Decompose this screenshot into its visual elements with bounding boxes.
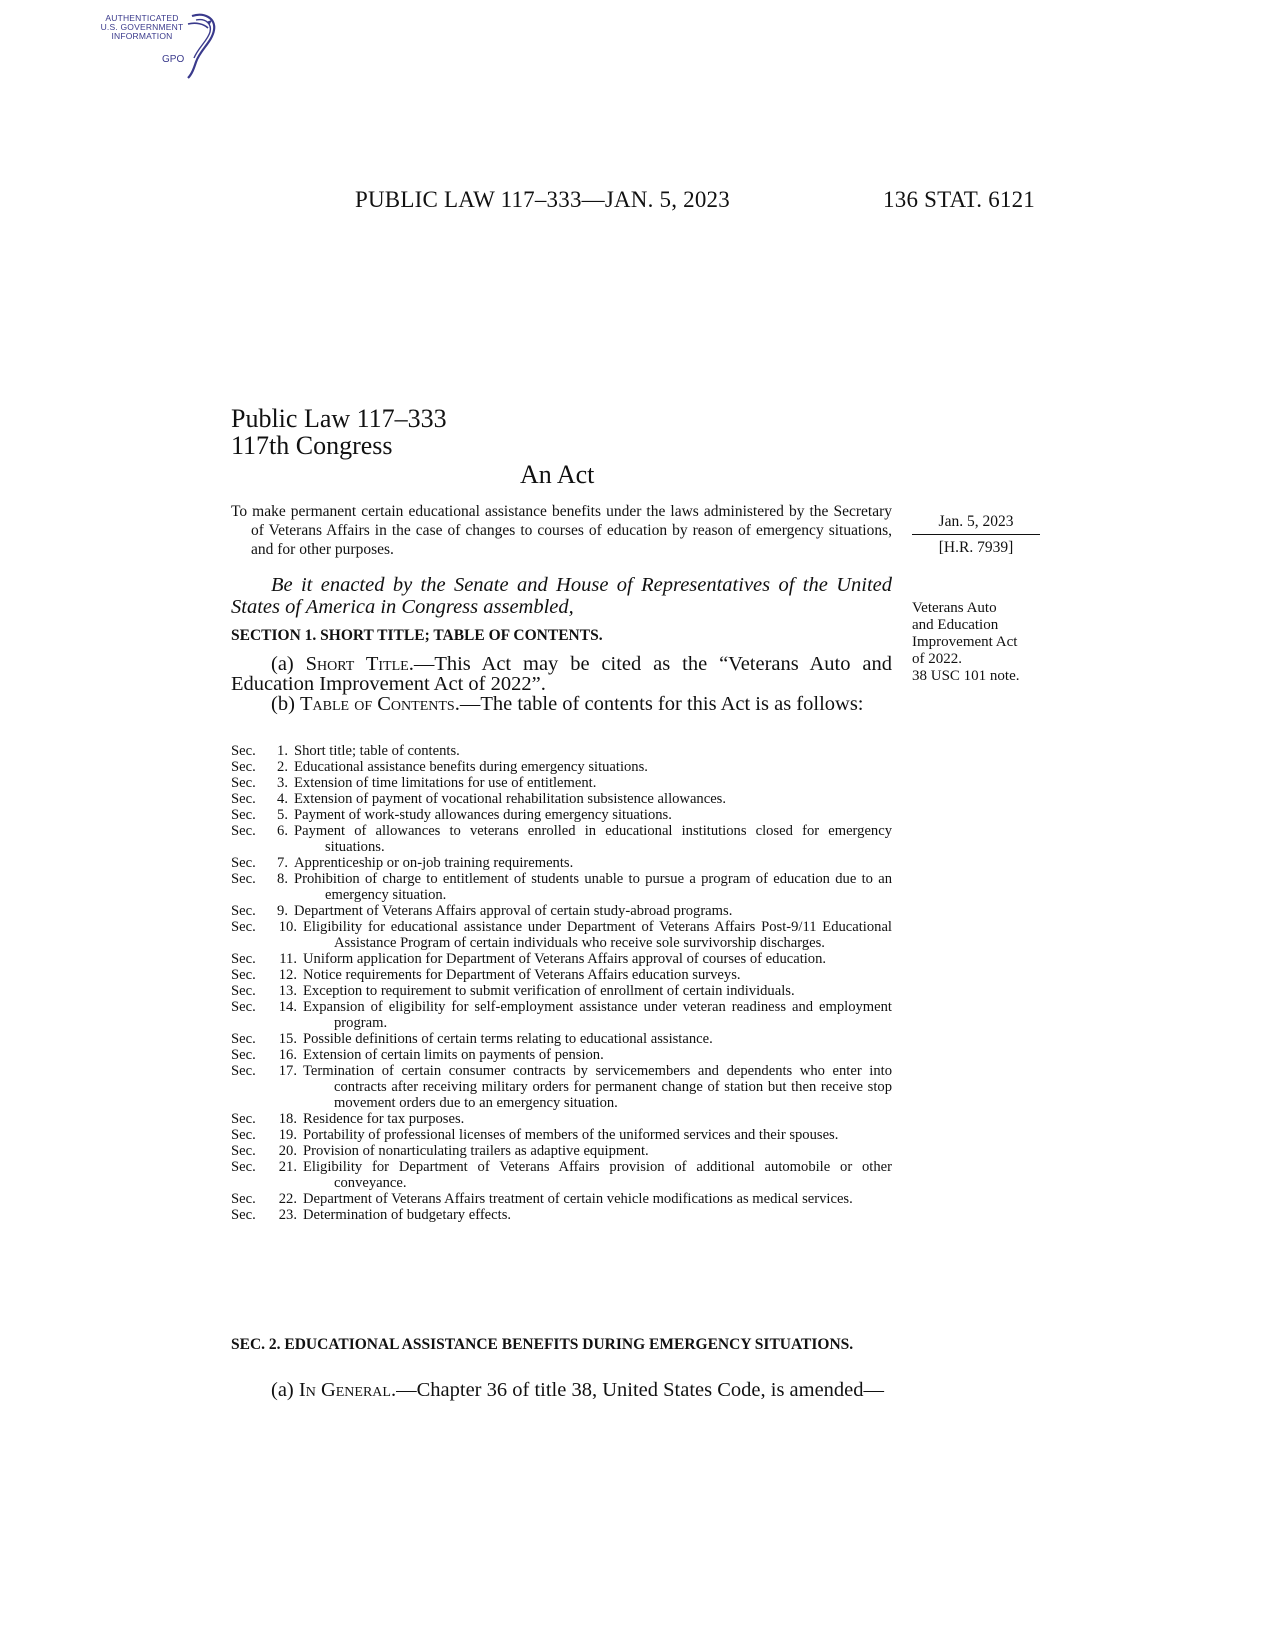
- margin-note-line: of 2022.: [912, 651, 962, 667]
- toc-sec-label: Sec.: [231, 1063, 256, 1079]
- toc-sec-label: Sec.: [231, 967, 256, 983]
- toc-sec-title: Department of Veterans Affairs approval of certain study-abroad programs.: [294, 903, 733, 919]
- toc-sec-label: Sec.: [231, 1207, 256, 1223]
- paragraph-label: (a): [271, 1379, 299, 1401]
- table-of-contents-paragraph: [231, 694, 892, 714]
- toc-sec-number: 20.: [278, 1143, 297, 1159]
- section-2-heading: SEC. 2. EDUCATIONAL ASSISTANCE BENEFITS DURING EMERGENCY SITUATIONS.: [231, 1336, 854, 1353]
- toc-row: [231, 1047, 892, 1063]
- margin-note-line: Improvement Act: [912, 634, 1018, 650]
- margin-note-line: Veterans Auto: [912, 600, 997, 616]
- seal-line-2: U.S. GOVERNMENT: [100, 22, 184, 32]
- toc-sec-title: Extension of certain limits on payments of pension.: [303, 1047, 604, 1063]
- toc-sec-title: Eligibility for educational assistance under Department of Veterans Affairs Post-9/11 Educational Assistance Program of certain individuals who receive sole survivorship discharges.: [303, 919, 892, 951]
- toc-sec-title: Short title; table of contents.: [294, 743, 460, 759]
- toc-sec-label: Sec.: [231, 1031, 256, 1047]
- toc-sec-label: Sec.: [231, 775, 256, 791]
- toc-sec-number: 22.: [278, 1191, 297, 1207]
- toc-row: [231, 983, 892, 999]
- toc-sec-number: 15.: [278, 1031, 297, 1047]
- seal-gpo-mark: GPO: [162, 54, 185, 65]
- toc-row: [231, 807, 892, 823]
- bill-number: [H.R. 7939]: [938, 539, 1014, 556]
- congress: 117th Congress: [231, 431, 393, 460]
- toc-sec-label: Sec.: [231, 1143, 256, 1159]
- toc-row: [231, 919, 892, 951]
- toc-sec-title: Portability of professional licenses of members of the uniformed services and their spouses.: [303, 1127, 839, 1143]
- toc-sec-title: Residence for tax purposes.: [303, 1111, 465, 1127]
- toc-row: [231, 823, 892, 855]
- toc-sec-number: 6.: [277, 823, 288, 839]
- paragraph-caption: Table of Contents: [300, 693, 455, 715]
- toc-sec-number: 9.: [277, 903, 288, 919]
- toc-sec-label: Sec.: [231, 1159, 256, 1175]
- toc-row: [231, 743, 892, 759]
- toc-sec-title: Prohibition of charge to entitlement of students unable to pursue a program of education due to an emergency situation.: [294, 871, 892, 903]
- toc-sec-number: 5.: [277, 807, 288, 823]
- toc-row: [231, 1111, 892, 1127]
- toc-row: [231, 775, 892, 791]
- toc-sec-label: Sec.: [231, 807, 256, 823]
- toc-sec-number: 12.: [278, 967, 297, 983]
- toc-sec-title: Termination of certain consumer contracts by servicemembers and dependents who enter into contracts after receiving military orders for permanent change of station but then receive stop movement orders due to an emergency situation.: [303, 1063, 892, 1111]
- margin-note-line: and Education: [912, 617, 999, 633]
- toc-row: [231, 951, 892, 967]
- toc-sec-title: Extension of payment of vocational rehabilitation subsistence allowances.: [294, 791, 727, 807]
- toc-sec-number: 23.: [278, 1207, 297, 1223]
- paragraph-caption: Short Title: [305, 653, 409, 675]
- margin-note-line: 38 USC 101 note.: [912, 668, 1020, 684]
- toc-sec-label: Sec.: [231, 743, 256, 759]
- toc-sec-title: Payment of allowances to veterans enrolled in educational institutions closed for emergency situations.: [294, 823, 892, 855]
- toc-sec-label: Sec.: [231, 951, 256, 967]
- toc-sec-title: Notice requirements for Department of Veterans Affairs education surveys.: [303, 967, 741, 983]
- toc-row: [231, 903, 892, 919]
- enactment-date: Jan. 5, 2023: [938, 513, 1014, 530]
- paragraph-text: .—The table of contents for this Act is as follows:: [454, 693, 864, 715]
- toc-sec-title: Department of Veterans Affairs treatment of certain vehicle modifications as medical services.: [303, 1191, 853, 1207]
- toc-sec-label: Sec.: [231, 1191, 256, 1207]
- toc-sec-number: 21.: [278, 1159, 297, 1175]
- gpo-seal: [96, 10, 226, 76]
- toc-sec-title: Possible definitions of certain terms relating to educational assistance.: [303, 1031, 713, 1047]
- margin-note: [912, 600, 1052, 685]
- toc-sec-number: 8.: [277, 871, 288, 887]
- toc-row: [231, 1191, 892, 1207]
- toc-sec-number: 11.: [279, 951, 297, 967]
- seal-line-3: INFORMATION: [111, 31, 173, 41]
- enacting-clause: Be it enacted by the Senate and House of Representatives of the United States of America in Congress assembled,: [231, 574, 892, 618]
- toc-sec-title: Exception to requirement to submit verification of enrollment of certain individuals.: [303, 983, 795, 999]
- in-general-paragraph: [231, 1380, 892, 1400]
- toc-sec-number: 4.: [277, 791, 288, 807]
- toc-sec-label: Sec.: [231, 759, 256, 775]
- toc-row: [231, 999, 892, 1031]
- toc-sec-number: 1.: [277, 743, 288, 759]
- toc-sec-label: Sec.: [231, 1047, 256, 1063]
- toc-row: [231, 1159, 892, 1191]
- purpose-clause: To make permanent certain educational assistance benefits under the laws administered by the Secretary of Veterans Affairs in the case of changes to courses of education by reason of emergency situations, and for other purposes.: [231, 503, 892, 558]
- toc-row: [231, 1031, 892, 1047]
- toc-row: [231, 791, 892, 807]
- toc-row: [231, 1207, 892, 1223]
- law-number: Public Law 117–333: [231, 404, 447, 433]
- toc-sec-title: Payment of work-study allowances during emergency situations.: [294, 807, 672, 823]
- toc-sec-label: Sec.: [231, 855, 256, 871]
- toc-sec-label: Sec.: [231, 983, 256, 999]
- toc-sec-title: Determination of budgetary effects.: [303, 1207, 512, 1223]
- paragraph-label: (a): [271, 653, 306, 675]
- toc-sec-number: 3.: [277, 775, 288, 791]
- running-header-right: 136 STAT. 6121: [883, 187, 1035, 212]
- paragraph-label: (b): [271, 693, 301, 715]
- table-of-contents: [231, 743, 892, 1223]
- toc-sec-label: Sec.: [231, 999, 256, 1015]
- toc-row: [231, 1127, 892, 1143]
- short-title-paragraph: [231, 654, 892, 694]
- toc-sec-label: Sec.: [231, 919, 256, 935]
- toc-sec-label: Sec.: [231, 903, 256, 919]
- toc-sec-title: Extension of time limitations for use of entitlement.: [294, 775, 597, 791]
- toc-sec-label: Sec.: [231, 871, 256, 887]
- toc-sec-number: 13.: [278, 983, 297, 999]
- toc-row: [231, 1063, 892, 1111]
- toc-row: [231, 967, 892, 983]
- paragraph-text: .—Chapter 36 of title 38, United States Code, is amended—: [390, 1379, 885, 1401]
- toc-row: [231, 871, 892, 903]
- toc-row: [231, 855, 892, 871]
- seal-line-1: AUTHENTICATED: [105, 13, 179, 23]
- toc-sec-label: Sec.: [231, 1127, 256, 1143]
- section-1-heading: SECTION 1. SHORT TITLE; TABLE OF CONTENTS.: [231, 627, 603, 644]
- paragraph-text: .—This Act may be cited as the “Veterans Auto and Education Improvement Act of 2022”.: [231, 653, 892, 695]
- paragraph-caption: In General: [298, 1379, 391, 1401]
- toc-sec-title: Apprenticeship or on-job training requirements.: [294, 855, 574, 871]
- toc-sec-title: Provision of nonarticulating trailers as adaptive equipment.: [303, 1143, 649, 1159]
- toc-sec-title: Uniform application for Department of Veterans Affairs approval of courses of education.: [303, 951, 827, 967]
- toc-sec-number: 7.: [277, 855, 288, 871]
- toc-sec-label: Sec.: [231, 1111, 256, 1127]
- toc-sec-number: 17.: [278, 1063, 297, 1079]
- toc-sec-number: 16.: [278, 1047, 297, 1063]
- toc-sec-number: 2.: [277, 759, 288, 775]
- toc-sec-number: 10.: [278, 919, 297, 935]
- toc-sec-number: 19.: [278, 1127, 297, 1143]
- toc-sec-title: Expansion of eligibility for self-employment assistance under veteran readiness and employment program.: [303, 999, 892, 1031]
- toc-sec-title: Educational assistance benefits during emergency situations.: [294, 759, 648, 775]
- toc-row: [231, 759, 892, 775]
- toc-sec-label: Sec.: [231, 823, 256, 839]
- act-heading: An Act: [520, 460, 595, 489]
- toc-sec-title: Eligibility for Department of Veterans Affairs provision of additional automobile or other conveyance.: [303, 1159, 892, 1191]
- running-header-left: PUBLIC LAW 117–333—JAN. 5, 2023: [355, 187, 730, 212]
- toc-sec-number: 14.: [278, 999, 297, 1015]
- sidebar-divider: [912, 534, 1040, 535]
- toc-row: [231, 1143, 892, 1159]
- toc-sec-label: Sec.: [231, 791, 256, 807]
- toc-sec-number: 18.: [278, 1111, 297, 1127]
